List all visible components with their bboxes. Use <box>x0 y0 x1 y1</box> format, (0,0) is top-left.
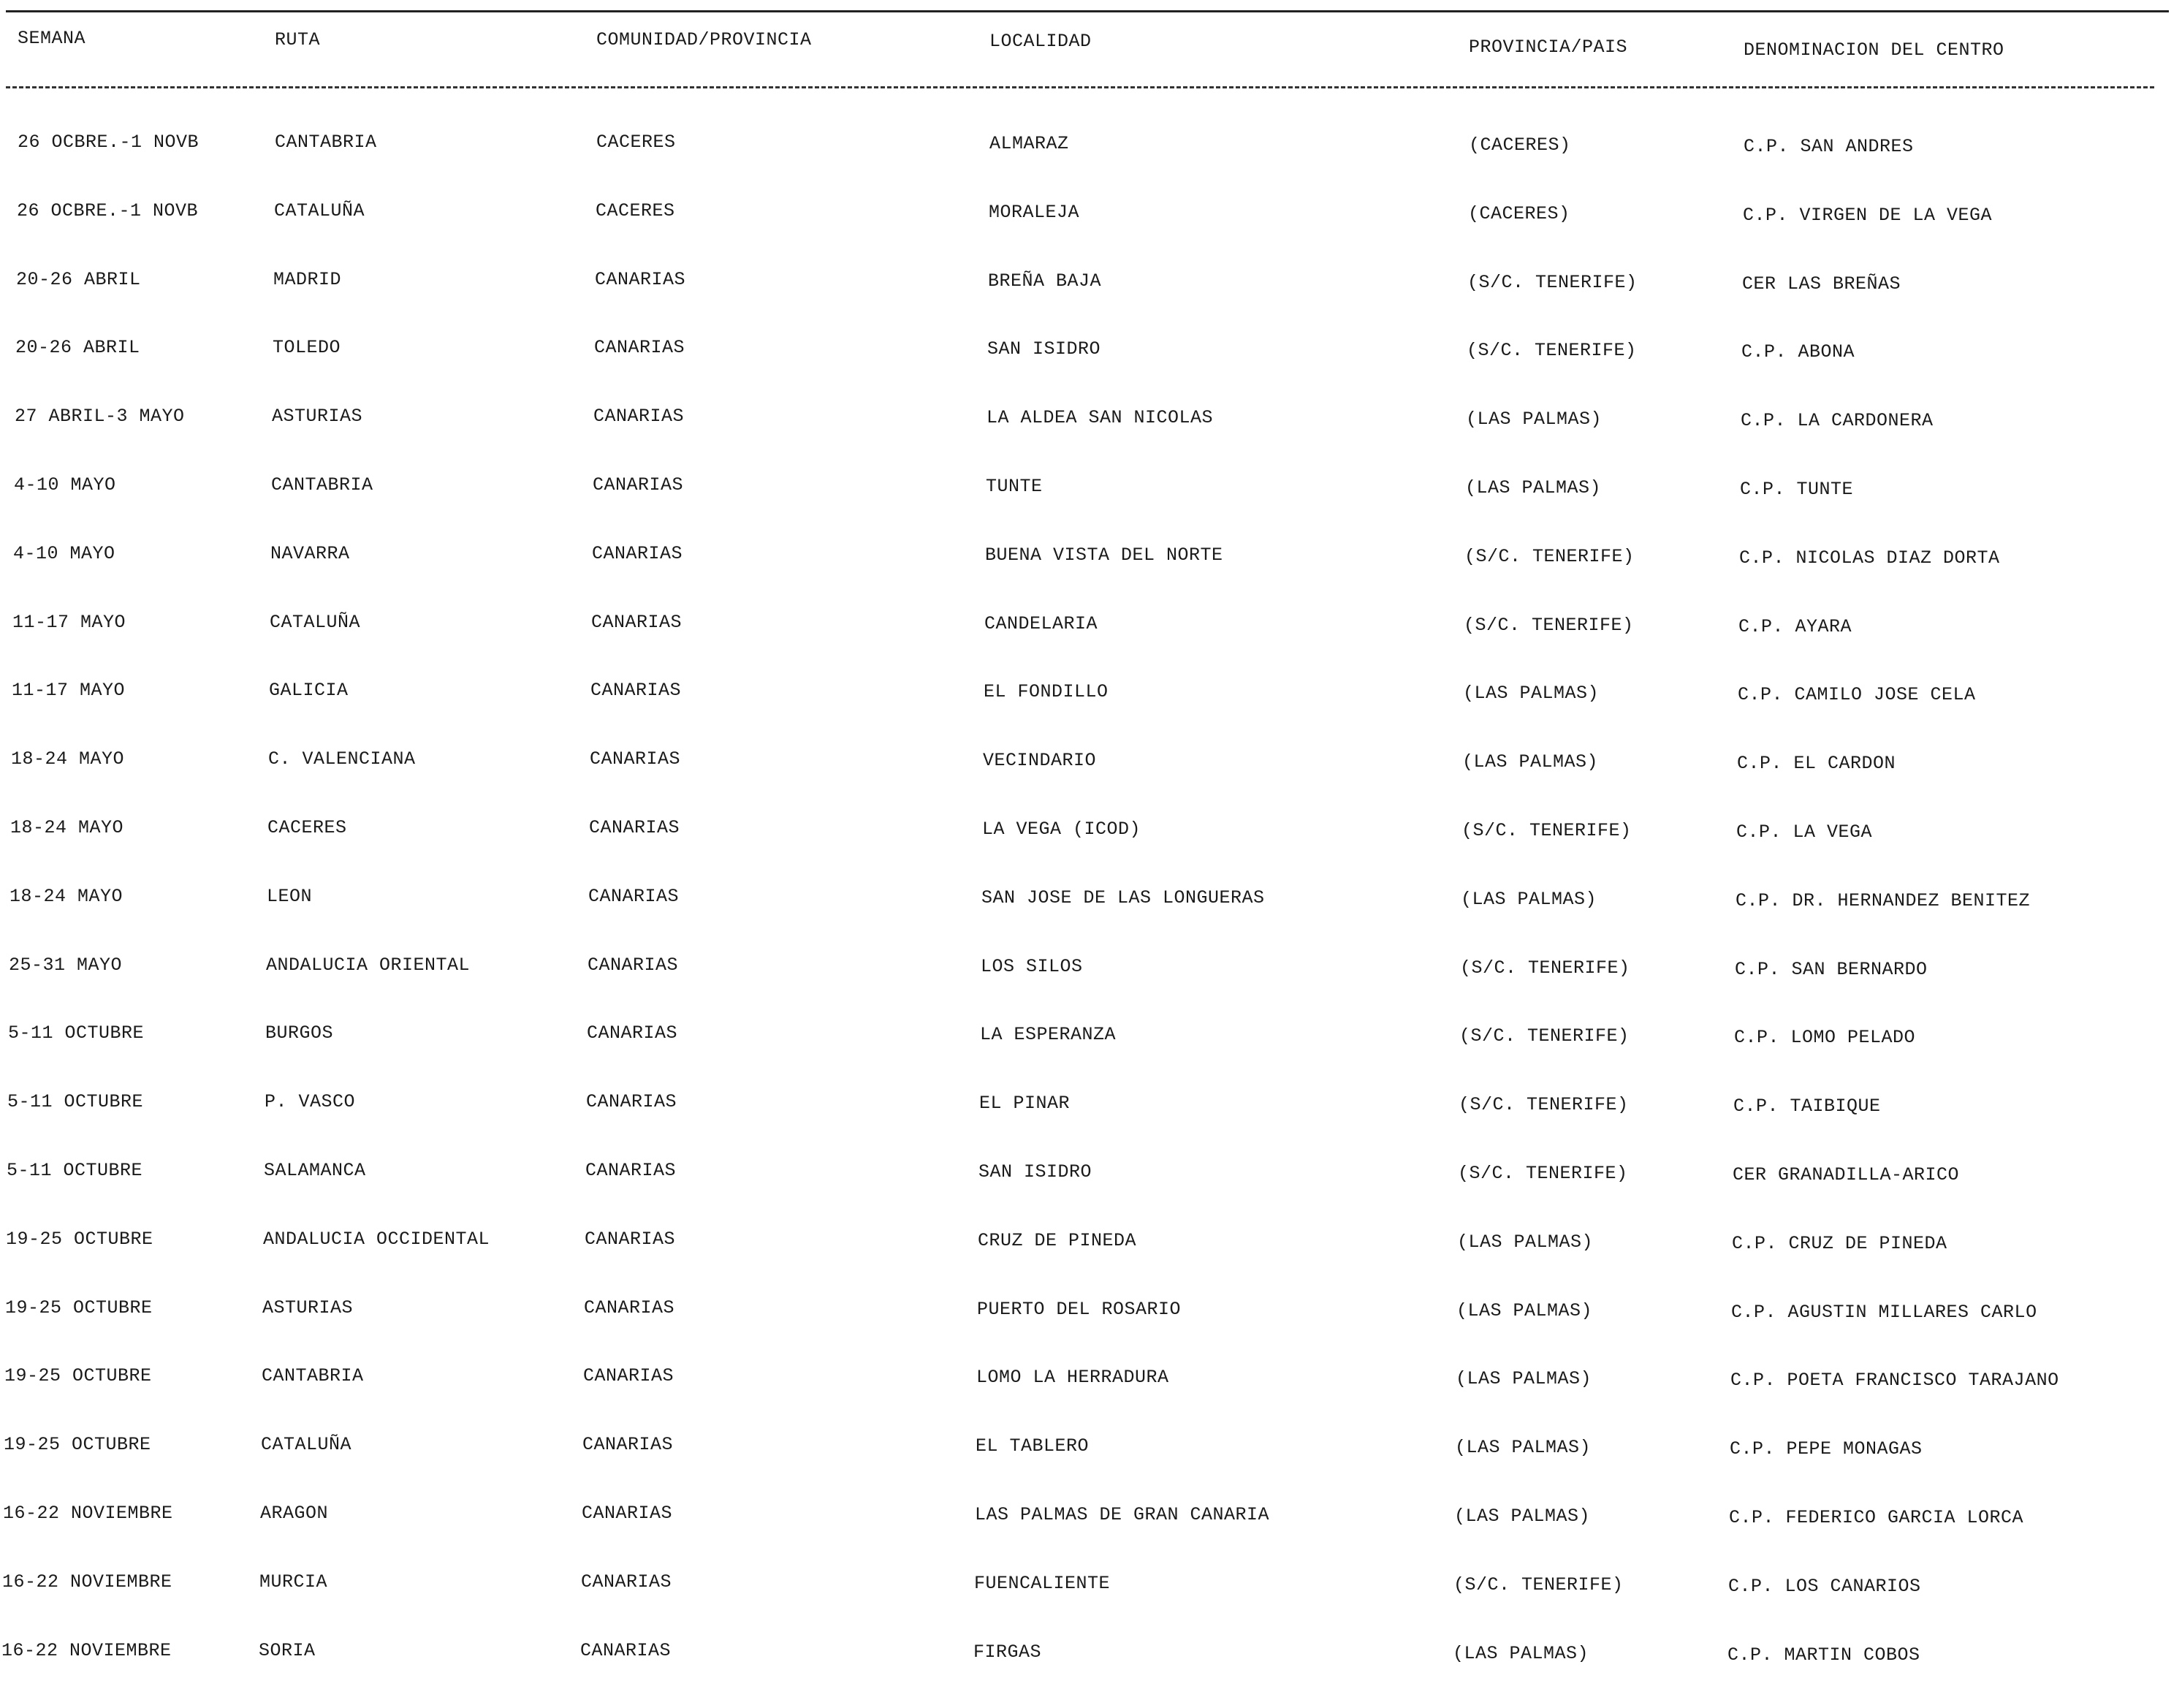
table-row <box>0 748 2182 817</box>
table-row <box>0 1091 2182 1160</box>
cell-comunidad: CANARIAS <box>591 611 683 633</box>
cell-provincia: (S/C. TENERIFE) <box>1461 819 1632 841</box>
cell-centro: C.P. PEPE MONAGAS <box>1730 1438 1923 1460</box>
table-row <box>0 612 2182 680</box>
cell-ruta: C. VALENCIANA <box>268 748 416 770</box>
cell-ruta: TOLEDO <box>273 337 341 359</box>
cell-semana: 19-25 OCTUBRE <box>6 1228 153 1250</box>
cell-centro: C.P. ABONA <box>1741 341 1855 363</box>
header-ruta: RUTA <box>275 29 321 50</box>
table-row <box>0 337 2182 406</box>
cell-centro: CER LAS BREÑAS <box>1742 273 1901 295</box>
cell-ruta: CANTABRIA <box>262 1365 364 1387</box>
table-row <box>0 954 2182 1023</box>
table-body <box>0 132 2182 1708</box>
cell-comunidad: CANARIAS <box>593 406 685 428</box>
cell-provincia: (LAS PALMAS) <box>1462 751 1599 773</box>
cell-comunidad: CANARIAS <box>584 1297 675 1318</box>
cell-provincia: (S/C. TENERIFE) <box>1467 340 1637 362</box>
cell-semana: 19-25 OCTUBRE <box>4 1365 152 1387</box>
table-row <box>0 474 2182 543</box>
cell-localidad: PUERTO DEL ROSARIO <box>977 1298 1182 1320</box>
cell-ruta: BURGOS <box>265 1022 334 1044</box>
cell-semana: 27 ABRIL-3 MAYO <box>15 406 185 428</box>
cell-ruta: CACERES <box>267 816 347 838</box>
table-row <box>0 1160 2182 1229</box>
cell-provincia: (LAS PALMAS) <box>1465 477 1602 498</box>
cell-provincia: (LAS PALMAS) <box>1454 1505 1591 1527</box>
cell-semana: 16-22 NOVIEMBRE <box>1 1639 172 1661</box>
table-row <box>0 817 2182 886</box>
cell-centro: C.P. LOS CANARIOS <box>1728 1575 1921 1597</box>
cell-ruta: CATALUÑA <box>274 200 365 221</box>
cell-centro: C.P. SAN BERNARDO <box>1735 958 1928 980</box>
cell-provincia: (S/C. TENERIFE) <box>1464 614 1634 636</box>
cell-comunidad: CACERES <box>596 132 676 153</box>
cell-ruta: ANDALUCIA OCCIDENTAL <box>263 1228 490 1250</box>
cell-ruta: NAVARRA <box>270 542 350 564</box>
header-localidad: LOCALIDAD <box>989 31 1092 52</box>
cell-provincia: (LAS PALMAS) <box>1461 888 1597 910</box>
cell-semana: 5-11 OCTUBRE <box>8 1022 145 1044</box>
cell-semana: 11-17 MAYO <box>12 680 126 702</box>
table-row <box>0 1503 2182 1571</box>
cell-ruta: ANDALUCIA ORIENTAL <box>266 954 471 976</box>
table-row <box>0 680 2182 748</box>
cell-localidad: SAN ISIDRO <box>987 338 1101 360</box>
cell-semana: 16-22 NOVIEMBRE <box>3 1502 173 1524</box>
cell-comunidad: CANARIAS <box>588 954 679 976</box>
cell-comunidad: CANARIAS <box>589 816 680 838</box>
cell-semana: 19-25 OCTUBRE <box>5 1297 153 1318</box>
cell-localidad: LA VEGA (ICOD) <box>982 818 1141 840</box>
cell-centro: C.P. DR. HERNANDEZ BENITEZ <box>1736 889 2031 911</box>
cell-localidad: TUNTE <box>986 475 1043 497</box>
cell-localidad: ALMARAZ <box>989 133 1069 154</box>
cell-localidad: FUENCALIENTE <box>974 1572 1111 1594</box>
cell-centro: C.P. LOMO PELADO <box>1734 1027 1916 1049</box>
cell-centro: C.P. MARTIN COBOS <box>1727 1644 1920 1666</box>
cell-provincia: (S/C. TENERIFE) <box>1453 1574 1624 1595</box>
cell-centro: C.P. TUNTE <box>1740 478 1854 500</box>
cell-provincia: (S/C. TENERIFE) <box>1460 957 1630 979</box>
cell-comunidad: CANARIAS <box>585 1159 677 1181</box>
table-row <box>0 1297 2182 1366</box>
cell-centro: CER GRANADILLA-ARICO <box>1733 1164 1960 1185</box>
cell-ruta: LEON <box>267 885 313 907</box>
cell-provincia: (LAS PALMAS) <box>1455 1437 1592 1459</box>
cell-comunidad: CANARIAS <box>592 542 683 564</box>
cell-comunidad: CANARIAS <box>581 1571 672 1593</box>
cell-provincia: (LAS PALMAS) <box>1456 1368 1592 1390</box>
table-row <box>0 886 2182 954</box>
cell-localidad: LOMO LA HERRADURA <box>976 1367 1169 1389</box>
cell-provincia: (LAS PALMAS) <box>1463 683 1600 705</box>
cell-semana: 18-24 MAYO <box>9 885 123 907</box>
cell-localidad: FIRGAS <box>973 1641 1042 1663</box>
header-centro: DENOMINACION DEL CENTRO <box>1744 39 2004 61</box>
cell-localidad: VECINDARIO <box>983 750 1097 772</box>
cell-semana: 25-31 MAYO <box>9 954 123 976</box>
cell-centro: C.P. VIRGEN DE LA VEGA <box>1743 204 1993 226</box>
cell-comunidad: CACERES <box>596 200 675 221</box>
cell-ruta: CATALUÑA <box>270 611 361 633</box>
cell-semana: 20-26 ABRIL <box>15 337 140 359</box>
cell-comunidad: CANARIAS <box>587 1022 678 1044</box>
cell-comunidad: CANARIAS <box>582 1502 673 1524</box>
header-semana: SEMANA <box>18 28 86 49</box>
cell-centro: C.P. AGUSTIN MILLARES CARLO <box>1731 1301 2037 1323</box>
cell-comunidad: CANARIAS <box>586 1091 677 1113</box>
table-row <box>0 1022 2182 1091</box>
cell-ruta: ASTURIAS <box>262 1297 354 1318</box>
cell-provincia: (S/C. TENERIFE) <box>1467 271 1638 293</box>
header-provincia-pais: PROVINCIA/PAIS <box>1469 37 1628 58</box>
cell-centro: C.P. AYARA <box>1738 615 1852 637</box>
cell-semana: 26 OCBRE.-1 NOVB <box>17 200 199 221</box>
cell-ruta: ARAGON <box>260 1502 329 1524</box>
cell-semana: 19-25 OCTUBRE <box>4 1434 151 1456</box>
cell-semana: 5-11 OCTUBRE <box>7 1091 144 1113</box>
table-row <box>0 1365 2182 1434</box>
cell-semana: 18-24 MAYO <box>11 748 125 770</box>
header-comunidad: COMUNIDAD/PROVINCIA <box>596 29 812 50</box>
cell-ruta: MURCIA <box>259 1571 328 1593</box>
cell-semana: 5-11 OCTUBRE <box>7 1159 143 1181</box>
cell-centro: C.P. CAMILO JOSE CELA <box>1738 684 1976 706</box>
cell-centro: C.P. LA VEGA <box>1736 821 1873 843</box>
cell-provincia: (LAS PALMAS) <box>1466 409 1603 430</box>
table-row <box>0 1640 2182 1708</box>
cell-ruta: SORIA <box>259 1639 316 1661</box>
cell-comunidad: CANARIAS <box>594 337 685 359</box>
cell-comunidad: CANARIAS <box>588 885 680 907</box>
cell-comunidad: CANARIAS <box>590 748 681 770</box>
cell-provincia: (CACERES) <box>1468 202 1570 224</box>
cell-provincia: (LAS PALMAS) <box>1456 1299 1593 1321</box>
cell-provincia: (S/C. TENERIFE) <box>1459 1094 1629 1116</box>
cell-semana: 20-26 ABRIL <box>16 268 141 290</box>
cell-comunidad: CANARIAS <box>580 1639 672 1661</box>
table-row <box>0 269 2182 338</box>
cell-provincia: (S/C. TENERIFE) <box>1459 1025 1630 1047</box>
cell-provincia: (LAS PALMAS) <box>1457 1231 1594 1253</box>
table-row <box>0 543 2182 612</box>
table-row <box>0 1229 2182 1297</box>
cell-ruta: MADRID <box>273 268 342 290</box>
table-row <box>0 1434 2182 1503</box>
cell-semana: 26 OCBRE.-1 NOVB <box>18 132 199 153</box>
cell-semana: 18-24 MAYO <box>10 816 124 838</box>
top-rule <box>6 10 2169 12</box>
cell-ruta: CATALUÑA <box>261 1434 352 1456</box>
cell-localidad: EL FONDILLO <box>984 681 1109 703</box>
cell-localidad: LAS PALMAS DE GRAN CANARIA <box>975 1503 1270 1525</box>
table-row <box>0 1571 2182 1640</box>
cell-localidad: EL PINAR <box>979 1093 1071 1115</box>
cell-centro: C.P. SAN ANDRES <box>1744 136 1914 157</box>
cell-ruta: CANTABRIA <box>271 474 373 496</box>
cell-centro: C.P. FEDERICO GARCIA LORCA <box>1729 1506 2024 1528</box>
cell-localidad: SAN ISIDRO <box>978 1161 1092 1183</box>
cell-centro: C.P. CRUZ DE PINEDA <box>1732 1232 1947 1254</box>
cell-localidad: CANDELARIA <box>984 612 1098 634</box>
cell-centro: C.P. EL CARDON <box>1737 753 1896 775</box>
cell-semana: 16-22 NOVIEMBRE <box>2 1571 172 1593</box>
cell-comunidad: CANARIAS <box>590 680 682 702</box>
table-row <box>0 200 2182 269</box>
cell-provincia: (S/C. TENERIFE) <box>1464 545 1635 567</box>
cell-ruta: CANTABRIA <box>275 132 377 153</box>
cell-localidad: BREÑA BAJA <box>988 270 1102 292</box>
cell-comunidad: CANARIAS <box>583 1365 674 1387</box>
cell-comunidad: CANARIAS <box>585 1228 676 1250</box>
cell-ruta: GALICIA <box>269 680 349 702</box>
cell-semana: 11-17 MAYO <box>12 611 126 633</box>
cell-ruta: SALAMANCA <box>264 1159 366 1181</box>
cell-comunidad: CANARIAS <box>595 268 686 290</box>
header-separator <box>6 86 2154 88</box>
cell-comunidad: CANARIAS <box>593 474 684 496</box>
table-row <box>0 132 2182 200</box>
cell-provincia: (S/C. TENERIFE) <box>1458 1162 1628 1184</box>
cell-semana: 4-10 MAYO <box>13 542 115 564</box>
cell-centro: C.P. NICOLAS DIAZ DORTA <box>1739 547 2000 569</box>
cell-provincia: (LAS PALMAS) <box>1453 1642 1589 1664</box>
cell-localidad: EL TABLERO <box>976 1435 1090 1457</box>
cell-localidad: BUENA VISTA DEL NORTE <box>985 544 1223 566</box>
cell-centro: C.P. TAIBIQUE <box>1733 1096 1881 1117</box>
cell-localidad: LA ALDEA SAN NICOLAS <box>987 407 1214 429</box>
table-row <box>0 406 2182 474</box>
cell-semana: 4-10 MAYO <box>14 474 116 496</box>
cell-localidad: SAN JOSE DE LAS LONGUERAS <box>981 887 1265 908</box>
cell-localidad: LOS SILOS <box>981 955 1083 977</box>
cell-centro: C.P. POETA FRANCISCO TARAJANO <box>1730 1370 2059 1392</box>
cell-localidad: CRUZ DE PINEDA <box>978 1229 1137 1251</box>
cell-localidad: MORALEJA <box>989 201 1080 223</box>
cell-provincia: (CACERES) <box>1469 134 1571 156</box>
cell-comunidad: CANARIAS <box>582 1434 674 1456</box>
cell-localidad: LA ESPERANZA <box>980 1024 1117 1046</box>
table-header <box>0 26 2182 63</box>
cell-ruta: P. VASCO <box>265 1091 356 1113</box>
cell-centro: C.P. LA CARDONERA <box>1741 410 1934 432</box>
cell-ruta: ASTURIAS <box>272 406 363 428</box>
